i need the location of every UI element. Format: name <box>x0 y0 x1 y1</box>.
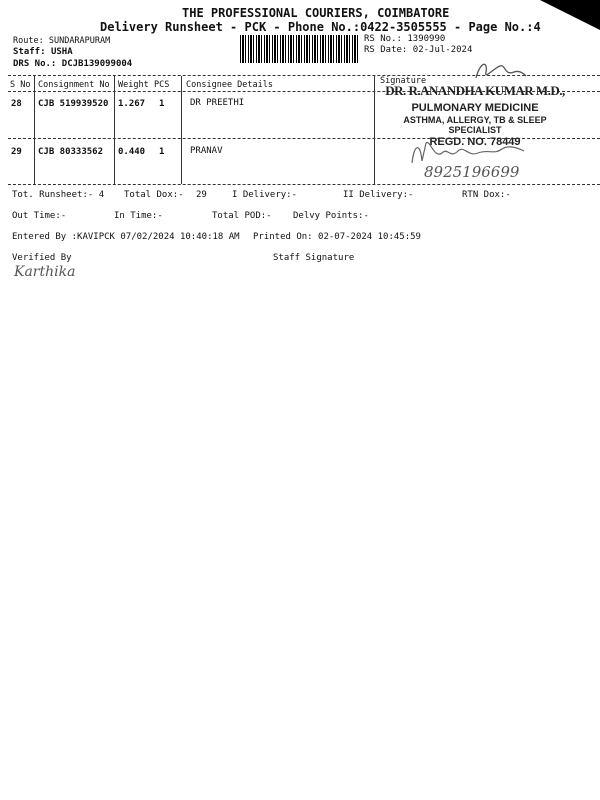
company-title: THE PROFESSIONAL COURIERS, COIMBATORE <box>182 6 450 20</box>
i-delivery: I Delivery:- <box>232 190 298 200</box>
col-header-pcs: PCS <box>154 80 170 90</box>
drs-label: DRS No.: <box>13 59 57 69</box>
col-divider-2 <box>114 76 115 184</box>
col-header-signature: Signature <box>380 76 427 86</box>
total-dox-value: 29 <box>196 190 207 200</box>
printed-on: Printed On: 02-07-2024 10:45:59 <box>253 232 421 242</box>
handwritten-phone: 8925196699 <box>424 163 520 181</box>
stamp-specialist-line: ASTHMA, ALLERGY, TB & SLEEP SPECIALIST <box>403 115 547 135</box>
stamp-doctor-name: DR. R.ANANDHA KUMAR M.D., <box>385 83 565 98</box>
rs-date-label: RS Date: <box>364 45 408 55</box>
rs-date-line <box>364 45 472 55</box>
rs-date-value: 02-Jul-2024 <box>412 45 473 55</box>
route-value: SUNDARAPURAM <box>48 36 111 46</box>
col-header-weight: Weight <box>118 80 149 90</box>
rtn-dox: RTN Dox:- <box>462 190 511 200</box>
ii-delivery: II Delivery:- <box>343 190 414 200</box>
row-sno: 28 <box>11 99 22 109</box>
col-divider-4 <box>374 76 375 184</box>
route-label: Route: <box>13 36 44 46</box>
out-time: Out Time:- <box>12 211 67 221</box>
verified-by-label: Verified By <box>12 253 72 263</box>
drs-line <box>13 59 132 69</box>
delvy-points: Delvy Points:- <box>293 211 369 221</box>
row-pcs: 1 <box>159 147 165 157</box>
staff-label: Staff: <box>13 47 46 57</box>
table-bottom-rule <box>8 184 600 185</box>
row-consignee: PRANAV <box>190 146 223 156</box>
route-line <box>13 36 110 46</box>
row-pcs: 1 <box>159 99 165 109</box>
tot-runsheet: Tot. Runsheet:- 4 <box>12 190 105 200</box>
rs-no-label: RS No.: <box>364 34 402 44</box>
row-consignment: CJB 80333562 <box>38 147 104 157</box>
entered-by: Entered By :KAVIPCK 07/02/2024 10:40:18 AM <box>12 232 240 242</box>
rs-no-line <box>364 34 445 44</box>
row-sno: 29 <box>11 147 22 157</box>
stamp-regd-no: REGD. NO. 78449 <box>429 136 521 148</box>
drs-value: DCJB139099004 <box>61 59 133 69</box>
staff-value: USHA <box>50 47 73 57</box>
row-weight: 0.440 <box>118 147 146 157</box>
verifier-handwritten-signature: Karthika <box>14 264 76 280</box>
col-header-consignee: Consignee Details <box>186 80 273 90</box>
scan-corner-mark <box>540 0 600 30</box>
total-pod: Total POD:- <box>212 211 272 221</box>
col-divider-1 <box>34 76 35 184</box>
row-weight: 1.267 <box>118 99 146 109</box>
col-header-consignment: Consignment No <box>38 80 110 90</box>
row-consignee: DR PREETHI <box>190 98 245 108</box>
staff-signature-label: Staff Signature <box>273 253 355 263</box>
total-dox-label: Total Dox:- <box>124 190 184 200</box>
in-time: In Time:- <box>114 211 163 221</box>
col-header-sno: S No <box>10 80 31 90</box>
rs-no-value: 1390990 <box>407 34 446 44</box>
staff-line <box>13 47 73 57</box>
stamp-specialty: PULMONARY MEDICINE <box>411 102 539 114</box>
row-consignment: CJB 519939520 <box>38 99 109 109</box>
col-divider-3 <box>181 76 182 184</box>
runsheet-subtitle: Delivery Runsheet - PCK - Phone No.:0422-3505555 - Page No.:4 <box>100 20 541 34</box>
initials-scribble <box>470 58 530 86</box>
barcode <box>240 35 358 63</box>
